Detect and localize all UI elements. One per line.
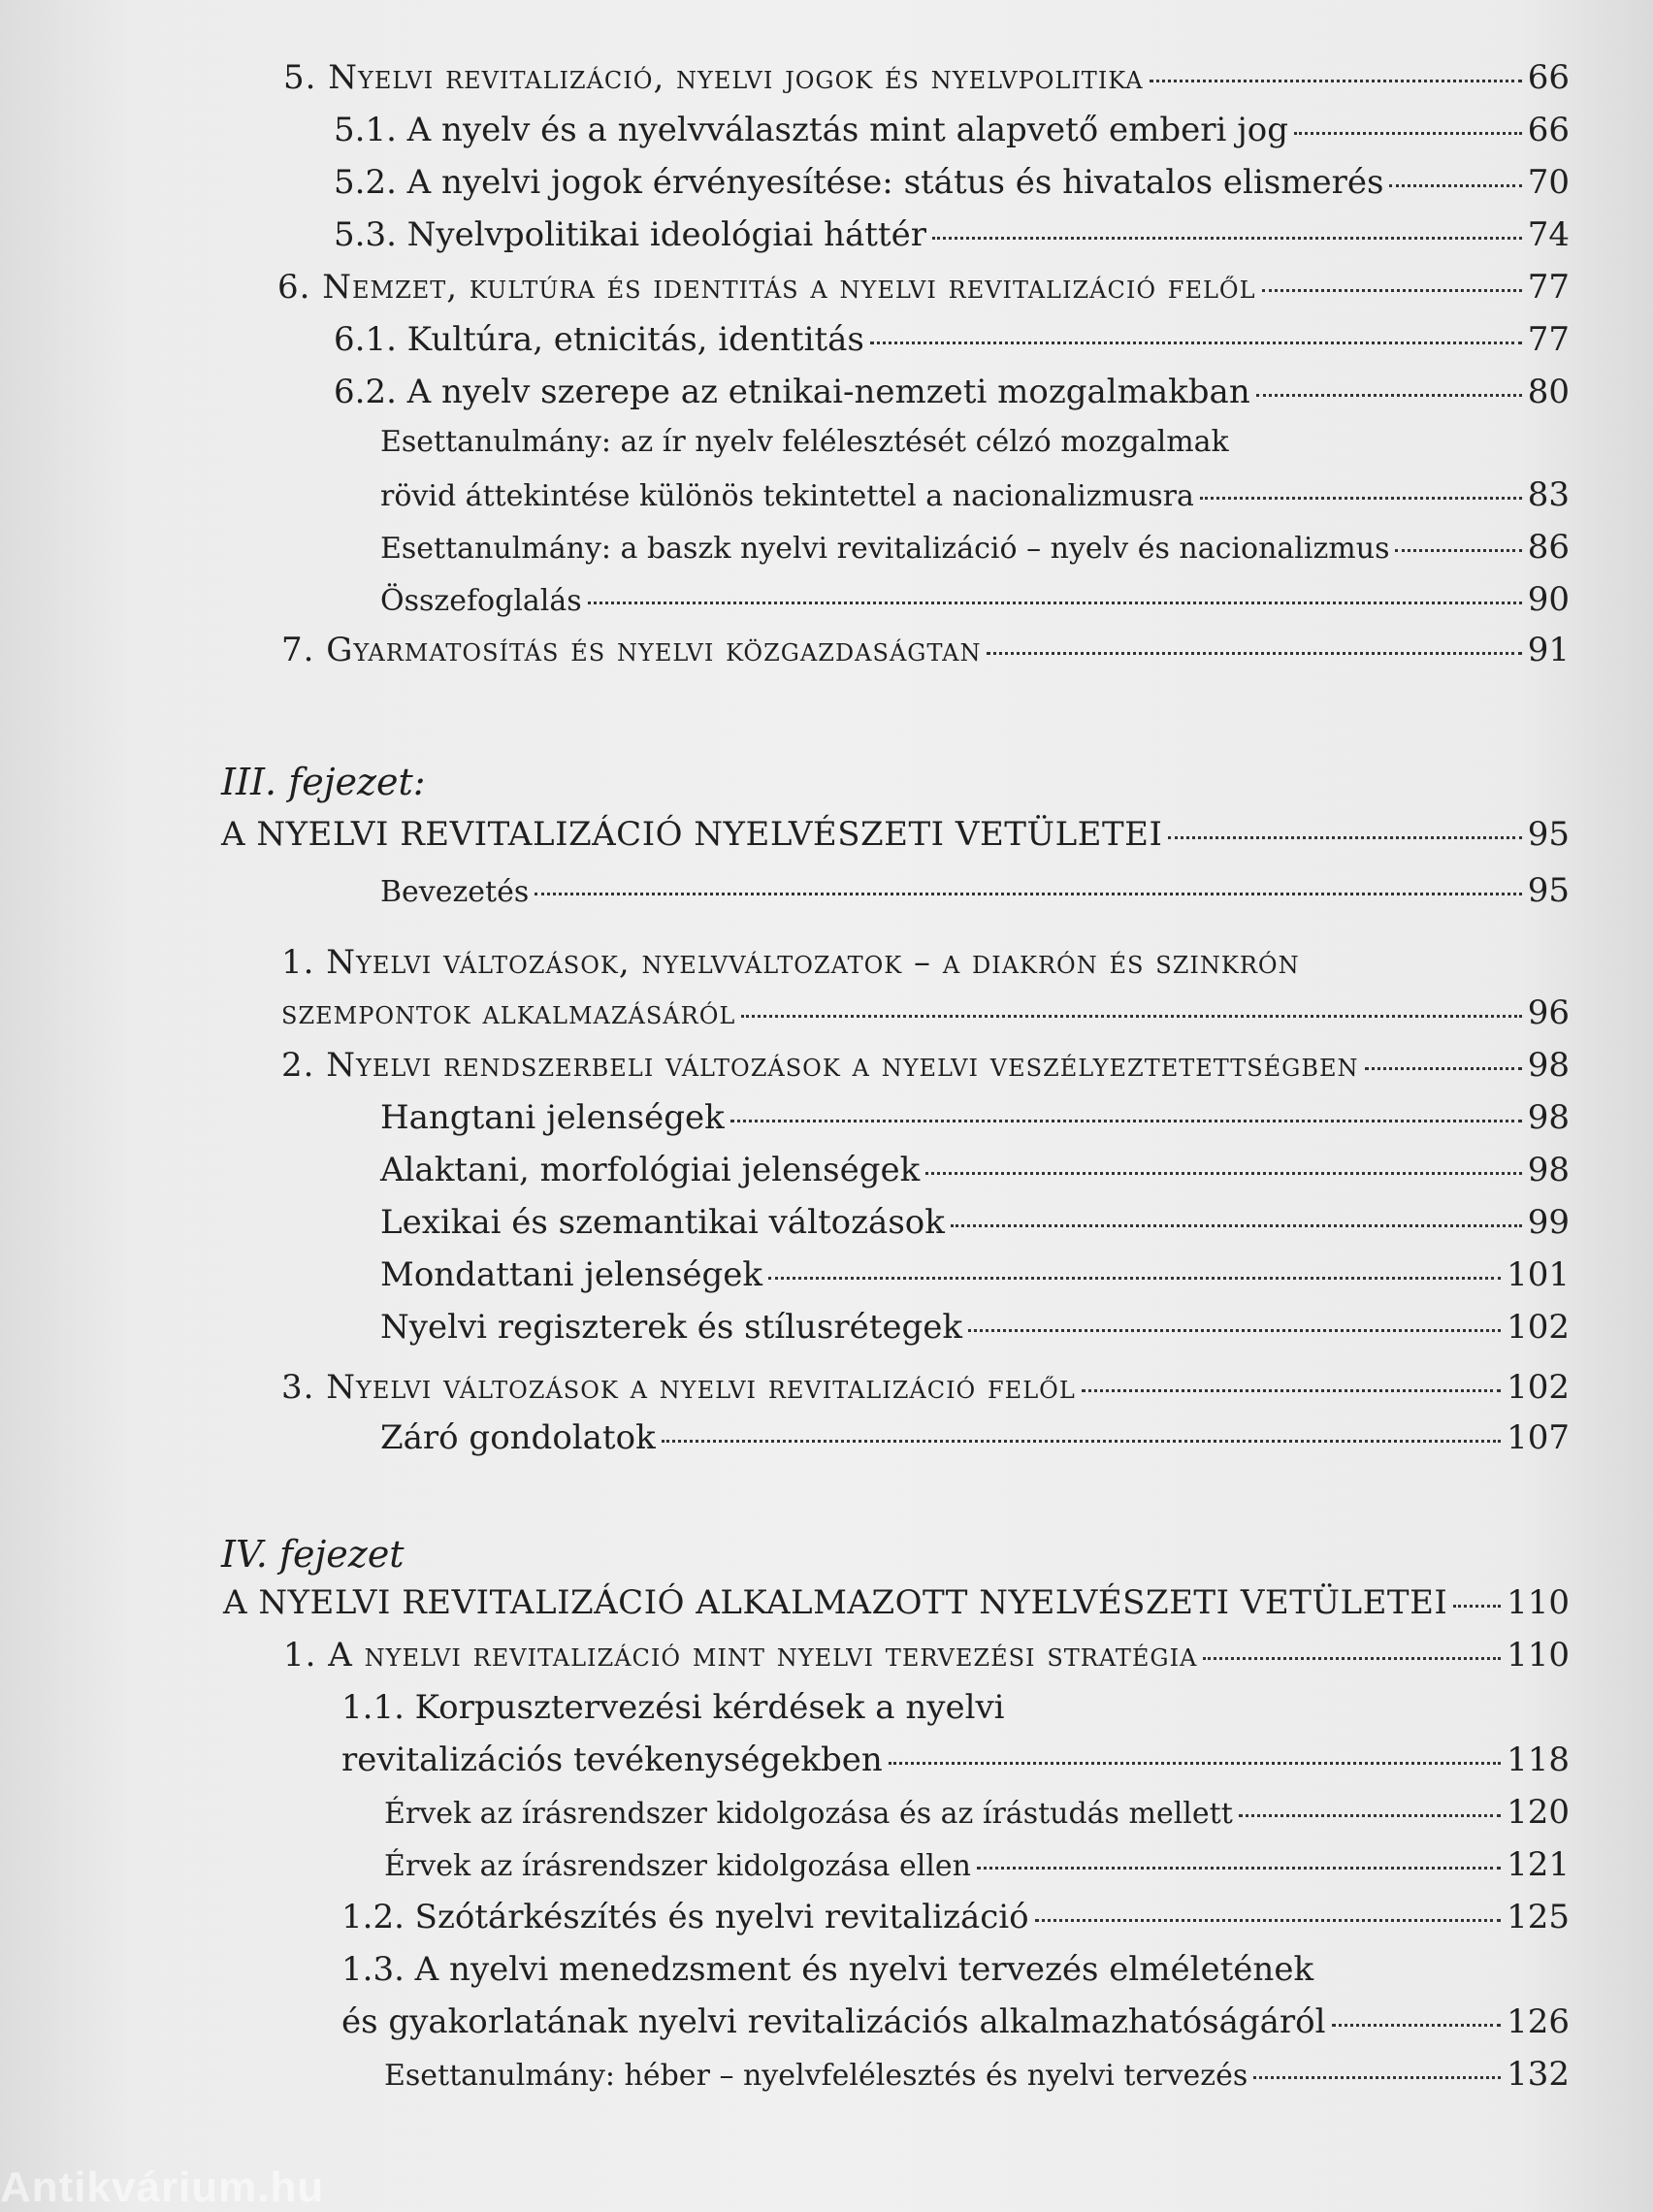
entry-title: 1.2. Szótárkészítés és nyelvi revitalizáció <box>341 1898 1029 1936</box>
page-number: 102 <box>1507 1308 1570 1347</box>
dot-leader <box>730 1120 1522 1122</box>
page-number: 125 <box>1507 1898 1570 1936</box>
toc-entry-chapter-4 <box>223 1583 1570 1622</box>
s1-3-line1: 1.3. A nyelvi menedzsment és nyelvi tervezés elméletének <box>341 1950 1314 1989</box>
toc-entry-ch3-s2 <box>281 1046 1570 1085</box>
toc-entry-5-2 <box>334 163 1570 202</box>
page-number: 77 <box>1527 268 1570 307</box>
dot-leader <box>1389 184 1521 187</box>
entry-title: Nyelvi regiszterek és stílusrétegek <box>380 1308 963 1347</box>
entry-title: szempontok alkalmazásáról <box>281 993 736 1032</box>
toc-entry-alaktani <box>380 1151 1570 1189</box>
page-number: 77 <box>1527 320 1570 359</box>
toc-entry-1-3 <box>341 2002 1570 2041</box>
page-number: 80 <box>1527 373 1570 411</box>
dot-leader <box>535 893 1521 895</box>
entry-title: Érvek az írásrendszer kidolgozása és az írástudás mellett <box>384 1797 1233 1831</box>
dot-leader <box>1203 1657 1501 1660</box>
toc-entry-section-6 <box>277 268 1570 307</box>
page-number: 86 <box>1527 528 1570 567</box>
dot-leader <box>1168 836 1521 839</box>
page-number: 66 <box>1527 58 1570 97</box>
entry-title: A NYELVI REVITALIZÁCIÓ NYELVÉSZETI VETÜLETEI <box>221 815 1163 854</box>
dot-leader <box>1453 1605 1501 1608</box>
entry-title: 5.3. Nyelvpolitikai ideológiai háttér <box>334 215 926 254</box>
case-study-ir-line1: Esettanulmány: az ír nyelv felélesztését célzó mozgalmak <box>380 425 1229 459</box>
entry-title: Bevezetés <box>380 875 530 909</box>
watermark-logo: Antikvárium.hu <box>0 2163 325 2211</box>
dot-leader <box>1082 1389 1501 1392</box>
toc-entry-lexikai <box>380 1203 1570 1242</box>
entry-title: Összefoglalás <box>380 584 582 618</box>
ch3-s1-line1: 1. Nyelvi változások, nyelvváltozatok – a diakrón és szinkrón <box>281 943 1300 982</box>
entry-title: revitalizációs tevékenységekben <box>341 1740 883 1779</box>
dot-leader <box>870 342 1522 344</box>
entry-title: 6.1. Kultúra, etnicitás, identitás <box>334 320 864 359</box>
toc-entry-ch3-s1 <box>281 993 1570 1032</box>
dot-leader <box>968 1329 1501 1332</box>
page-number: 118 <box>1507 1740 1570 1779</box>
entry-title: 5.2. A nyelvi jogok érvényesítése: státus és hivatalos elismerés <box>334 163 1384 202</box>
entry-title: 2. Nyelvi rendszerbeli változások a nyelvi veszélyeztetettségben <box>281 1046 1359 1085</box>
entry-title: 5. Nyelvi revitalizáció, nyelvi jogok és nyelvpolitika <box>283 58 1144 97</box>
toc-entry-regiszterek <box>380 1308 1570 1347</box>
page-number: 120 <box>1507 1793 1570 1832</box>
toc-entry-case-ir <box>380 475 1570 514</box>
dot-leader <box>1150 80 1522 82</box>
toc-entry-osszefoglalas <box>380 580 1570 619</box>
page-number: 98 <box>1527 1098 1570 1137</box>
page-number: 110 <box>1507 1583 1570 1622</box>
dot-leader <box>1262 289 1522 292</box>
dot-leader <box>1294 132 1522 135</box>
toc-entry-1-1 <box>341 1740 1570 1779</box>
toc-entry-5-1 <box>334 111 1570 149</box>
page-number: 74 <box>1527 215 1570 254</box>
entry-title: 5.1. A nyelv és a nyelvválasztás mint alapvető emberi jog <box>334 111 1288 149</box>
entry-title: Lexikai és szemantikai változások <box>380 1203 945 1242</box>
dot-leader <box>768 1277 1501 1280</box>
dot-leader <box>889 1762 1501 1765</box>
entry-title: Mondattani jelenségek <box>380 1255 763 1294</box>
entry-title: Záró gondolatok <box>380 1418 656 1457</box>
page-number: 95 <box>1527 871 1570 910</box>
page-number: 98 <box>1527 1046 1570 1085</box>
dot-leader <box>1395 549 1521 552</box>
toc-entry-section-7 <box>281 631 1570 669</box>
page-number: 66 <box>1527 111 1570 149</box>
page-number: 102 <box>1507 1368 1570 1407</box>
toc-entry-zaro <box>380 1418 1570 1457</box>
toc-entry-ch3-s3 <box>281 1368 1570 1407</box>
page-number: 110 <box>1507 1636 1570 1675</box>
dot-leader <box>588 602 1522 604</box>
toc-entry-case-heber <box>384 2055 1570 2094</box>
entry-title: rövid áttekintése különös tekintettel a nacionalizmusra <box>380 479 1194 513</box>
toc-entry-case-baszk <box>380 528 1570 567</box>
entry-title: 7. Gyarmatosítás és nyelvi közgazdaságtan <box>281 631 982 669</box>
toc-entry-ervek-mellett <box>384 1793 1570 1832</box>
page-number: 98 <box>1527 1151 1570 1189</box>
dot-leader <box>987 652 1521 655</box>
toc-entry-chapter-3 <box>221 815 1570 854</box>
dot-leader <box>951 1224 1522 1227</box>
entry-title: Érvek az írásrendszer kidolgozása ellen <box>384 1849 971 1883</box>
toc-entry-ch3-bevezetes <box>380 871 1570 910</box>
page-number: 121 <box>1507 1845 1570 1884</box>
s1-1-line1: 1.1. Korpusztervezési kérdések a nyelvi <box>341 1688 1005 1727</box>
dot-leader <box>977 1867 1501 1870</box>
page-number: 95 <box>1527 815 1570 854</box>
entry-title: 3. Nyelvi változások a nyelvi revitalizáció felől <box>281 1368 1076 1407</box>
page-number: 83 <box>1527 475 1570 514</box>
entry-title: Alaktani, morfológiai jelenségek <box>380 1151 921 1189</box>
entry-title: Hangtani jelenségek <box>380 1098 725 1137</box>
dot-leader <box>1239 1814 1501 1817</box>
page-number: 91 <box>1527 631 1570 669</box>
chapter-4-label: IV. fejezet <box>221 1533 405 1576</box>
page-number: 126 <box>1507 2002 1570 2041</box>
toc-entry-mondattani <box>380 1255 1570 1294</box>
page-number: 90 <box>1527 580 1570 619</box>
entry-title: A NYELVI REVITALIZÁCIÓ ALKALMAZOTT NYELVÉSZETI VETÜLETEI <box>223 1583 1448 1622</box>
dot-leader <box>1200 497 1522 500</box>
page-number: 99 <box>1527 1203 1570 1242</box>
toc-entry-section-5 <box>283 58 1570 97</box>
entry-title: 1. A nyelvi revitalizáció mint nyelvi tervezési stratégia <box>283 1636 1198 1675</box>
dot-leader <box>932 237 1522 240</box>
toc-entry-6-2 <box>334 373 1570 411</box>
page-number: 70 <box>1527 163 1570 202</box>
chapter-3-label: III. fejezet: <box>221 761 426 803</box>
page-number: 132 <box>1507 2055 1570 2094</box>
entry-title: 6. Nemzet, kultúra és identitás a nyelvi revitalizáció felől <box>277 268 1256 307</box>
dot-leader <box>1332 2024 1502 2027</box>
page-number: 107 <box>1507 1418 1570 1457</box>
toc-entry-ervek-ellen <box>384 1845 1570 1884</box>
entry-title: 6.2. A nyelv szerepe az etnikai-nemzeti mozgalmakban <box>334 373 1250 411</box>
toc-entry-hangtani <box>380 1098 1570 1137</box>
entry-title: Esettanulmány: a baszk nyelvi revitalizáció – nyelv és nacionalizmus <box>380 532 1390 566</box>
dot-leader <box>1253 2076 1501 2079</box>
toc-entry-1-2 <box>341 1898 1570 1936</box>
dot-leader <box>925 1172 1522 1175</box>
page-number: 101 <box>1507 1255 1570 1294</box>
dot-leader <box>662 1440 1501 1443</box>
entry-title: és gyakorlatának nyelvi revitalizációs alkalmazhatóságáról <box>341 2002 1326 2041</box>
page-number: 96 <box>1527 993 1570 1032</box>
dot-leader <box>1256 394 1522 397</box>
toc-entry-5-3 <box>334 215 1570 254</box>
dot-leader <box>1365 1067 1522 1070</box>
dot-leader <box>1035 1919 1501 1922</box>
entry-title: Esettanulmány: héber – nyelvfelélesztés és nyelvi tervezés <box>384 2059 1248 2093</box>
dot-leader <box>741 1015 1521 1018</box>
toc-entry-6-1 <box>334 320 1570 359</box>
toc-entry-ch4-s1 <box>283 1636 1570 1675</box>
